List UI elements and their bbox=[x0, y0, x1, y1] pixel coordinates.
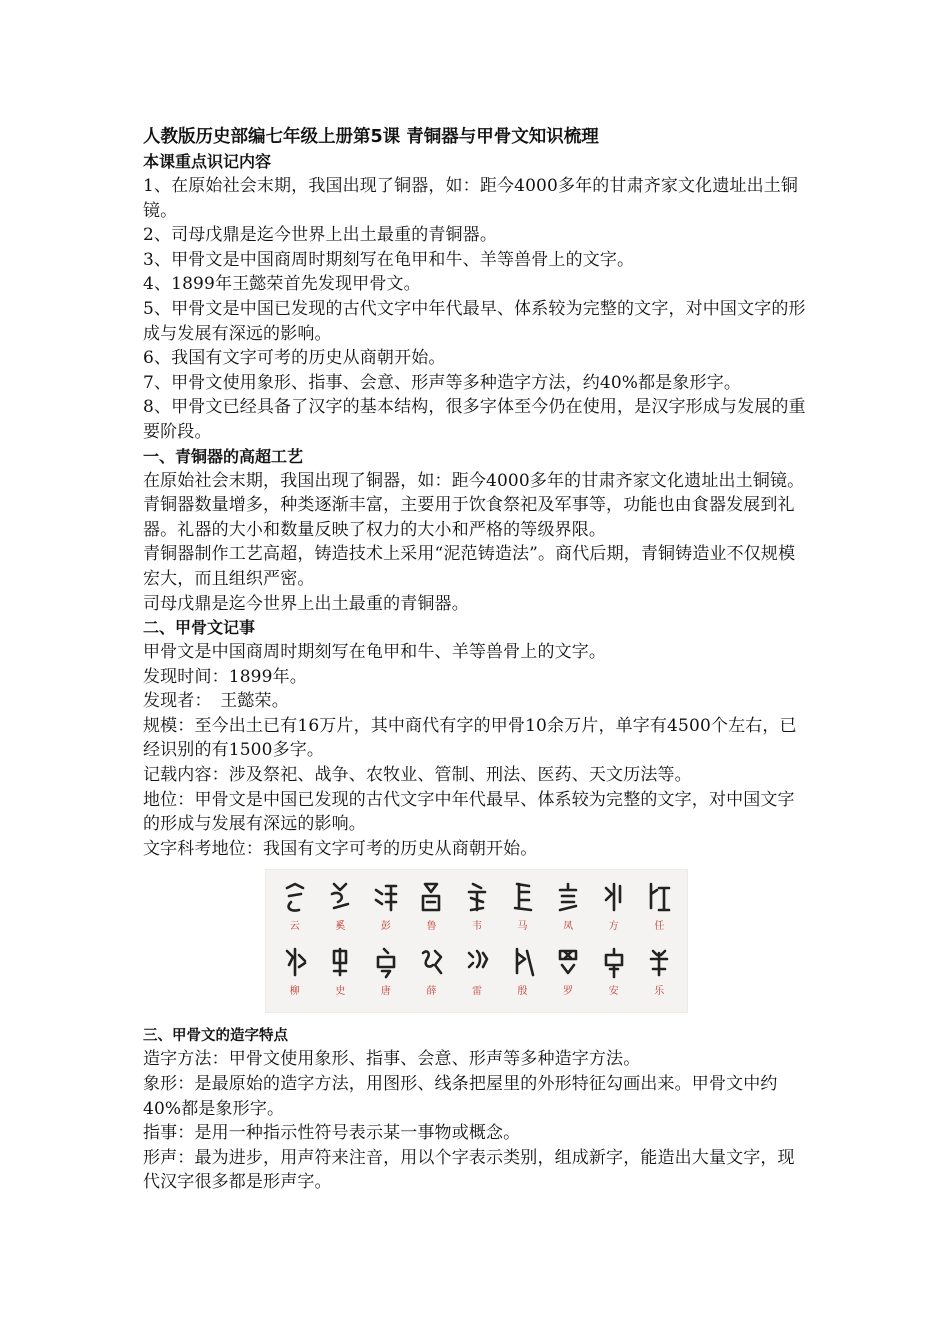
oracle-char-cell bbox=[500, 876, 546, 941]
oracle-char-cell bbox=[636, 941, 682, 1006]
section1-paragraph: 青铜器制作工艺高超，铸造技术上采用“泥范铸造法”。商代后期，青铜铸造业不仅规模宏大，而且组织严密。 bbox=[143, 544, 796, 589]
oracle-char-label: 凤 bbox=[563, 921, 574, 933]
document-page bbox=[143, 125, 808, 1195]
oracle-char-cell bbox=[318, 876, 364, 941]
section2-paragraph: 记载内容：涉及祭祀、战争、农牧业、管制、刑法、医药、天文历法等。 bbox=[143, 765, 692, 786]
key-points-heading: 本课重点识记内容 bbox=[143, 152, 272, 171]
section1-paragraph: 在原始社会末期，我国出现了铜器，如：距今4000多年的甘肃齐家文化遗址出土铜镜。 bbox=[143, 470, 805, 491]
oracle-char-cell bbox=[545, 941, 591, 1006]
section3-paragraph: 造字方法：甲骨文使用象形、指事、会意、形声等多种造字方法。 bbox=[143, 1049, 641, 1070]
section1-heading: 一、青铜器的高超工艺 bbox=[143, 446, 304, 466]
oracle-char-label: 薛 bbox=[426, 986, 437, 998]
oracle-char-cell bbox=[545, 876, 591, 941]
oracle-char-cell bbox=[272, 876, 318, 941]
oracle-char-label: 韦 bbox=[471, 921, 482, 933]
oracle-char-cell bbox=[318, 941, 364, 1006]
section2-paragraph: 甲骨文是中国商周时期刻写在龟甲和牛、羊等兽骨上的文字。 bbox=[143, 642, 607, 663]
oracle-char-cell bbox=[591, 876, 637, 941]
oracle-glyph-image bbox=[600, 945, 628, 979]
section3-paragraph: 形声：最为进步，用声符来注音，用以个字表示类别，组成新字，能造出大量文字，现代汉字很多都是形声字。 bbox=[143, 1147, 795, 1193]
oracle-char-cell bbox=[272, 941, 318, 1006]
oracle-glyph-image bbox=[463, 945, 491, 979]
oracle-char-cell bbox=[454, 876, 500, 941]
oracle-char-label: 奚 bbox=[335, 921, 346, 933]
oracle-glyph-image bbox=[326, 880, 354, 914]
oracle-glyph-image bbox=[281, 945, 309, 979]
key-points-list bbox=[143, 174, 808, 445]
key-point: 1、在原始社会末期，我国出现了铜器，如：距今4000多年的甘肃齐家文化遗址出土铜镜。 bbox=[143, 176, 799, 221]
section2-paragraph: 地位：甲骨文是中国已发现的古代文字中年代最早、体系较为完整的文字，对中国文字的形成与发展有深远的影响。 bbox=[143, 789, 795, 835]
oracle-char-label: 云 bbox=[289, 921, 300, 933]
section3-paragraph: 指事：是用一种指示性符号表示某一事物或概念。 bbox=[143, 1123, 521, 1144]
section1-paragraph: 司母戊鼎是迄今世界上出土最重的青铜器。 bbox=[143, 593, 469, 614]
oracle-char-label: 安 bbox=[608, 986, 619, 998]
oracle-glyph-image bbox=[645, 880, 673, 914]
key-point: 2、司母戊鼎是迄今世界上出土最重的青铜器。 bbox=[143, 225, 497, 246]
key-point: 5、甲骨文是中国已发现的古代文字中年代最早、体系较为完整的文字，对中国文字的形成与发展有深远的影响。 bbox=[143, 298, 806, 344]
oracle-char-cell bbox=[591, 941, 637, 1006]
oracle-char-label: 唐 bbox=[380, 986, 391, 998]
oracle-char-cell bbox=[409, 876, 455, 941]
oracle-char-cell bbox=[636, 876, 682, 941]
section2-paragraph: 发现时间：1899年。 bbox=[143, 666, 307, 687]
oracle-char-label: 方 bbox=[608, 921, 619, 933]
section3-paragraph: 象形：是最原始的造字方法，用图形、线条把屋里的外形特征勾画出来。甲骨文中约40%都是象形字。 bbox=[143, 1074, 778, 1119]
key-point: 4、1899年王懿荣首先发现甲骨文。 bbox=[143, 274, 421, 295]
oracle-glyph-image bbox=[326, 945, 354, 979]
key-point: 6、我国有文字可考的历史从商朝开始。 bbox=[143, 348, 446, 369]
oracle-char-cell bbox=[363, 941, 409, 1006]
oracle-glyph-image bbox=[463, 880, 491, 914]
key-point: 7、甲骨文使用象形、指事、会意、形声等多种造字方法，约40%都是象形字。 bbox=[143, 372, 741, 393]
oracle-char-label: 乐 bbox=[654, 986, 665, 998]
oracle-char-label: 罗 bbox=[563, 986, 574, 998]
oracle-char-cell bbox=[454, 941, 500, 1006]
oracle-char-cell bbox=[500, 941, 546, 1006]
oracle-glyph-image bbox=[417, 880, 445, 914]
oracle-char-label: 马 bbox=[517, 921, 528, 933]
section1-paragraph: 青铜器数量增多，种类逐渐丰富，主要用于饮食祭祀及军事等，功能也由食器发展到礼器。礼器的大小和数量反映了权力的大小和严格的等级界限。 bbox=[143, 495, 795, 540]
oracle-glyph-image bbox=[554, 945, 582, 979]
oracle-char-label: 雷 bbox=[471, 986, 482, 998]
oracle-bone-script-figure bbox=[265, 869, 688, 1013]
oracle-glyph-image bbox=[645, 945, 673, 979]
section2-paragraph: 规模：至今出土已有16万片，其中商代有字的甲骨10余万片，单字有4500个左右，已经识别的有1500多字。 bbox=[143, 715, 797, 761]
document-title: 人教版历史部编七年级上册第5课 青铜器与甲骨文知识梳理 bbox=[143, 127, 599, 147]
section3-heading: 三、甲骨文的造字特点 bbox=[143, 1028, 288, 1045]
oracle-char-cell bbox=[363, 876, 409, 941]
oracle-char-label: 任 bbox=[654, 921, 665, 933]
key-point: 3、甲骨文是中国商周时期刻写在龟甲和牛、羊等兽骨上的文字。 bbox=[143, 249, 635, 270]
oracle-glyph-image bbox=[509, 945, 537, 979]
oracle-character-grid bbox=[272, 876, 682, 1006]
section2-paragraph: 发现者： 王懿荣。 bbox=[143, 691, 289, 712]
oracle-glyph-image bbox=[372, 880, 400, 914]
oracle-char-label: 柳 bbox=[289, 986, 300, 998]
oracle-char-label: 殷 bbox=[517, 986, 528, 998]
oracle-glyph-image bbox=[372, 945, 400, 979]
oracle-char-cell bbox=[409, 941, 455, 1006]
oracle-glyph-image bbox=[509, 880, 537, 914]
section2-paragraph: 文字科考地位：我国有文字可考的历史从商朝开始。 bbox=[143, 838, 538, 859]
key-point: 8、甲骨文已经具备了汉字的基本结构，很多字体至今仍在使用，是汉字形成与发展的重要阶段。 bbox=[143, 397, 806, 442]
oracle-glyph-image bbox=[281, 880, 309, 914]
oracle-char-label: 鲁 bbox=[426, 921, 437, 933]
oracle-glyph-image bbox=[417, 945, 445, 979]
oracle-glyph-image bbox=[554, 880, 582, 914]
oracle-glyph-image bbox=[600, 880, 628, 914]
oracle-char-label: 史 bbox=[335, 986, 346, 998]
oracle-char-label: 彭 bbox=[380, 921, 391, 933]
section2-heading: 二、甲骨文记事 bbox=[143, 618, 256, 638]
